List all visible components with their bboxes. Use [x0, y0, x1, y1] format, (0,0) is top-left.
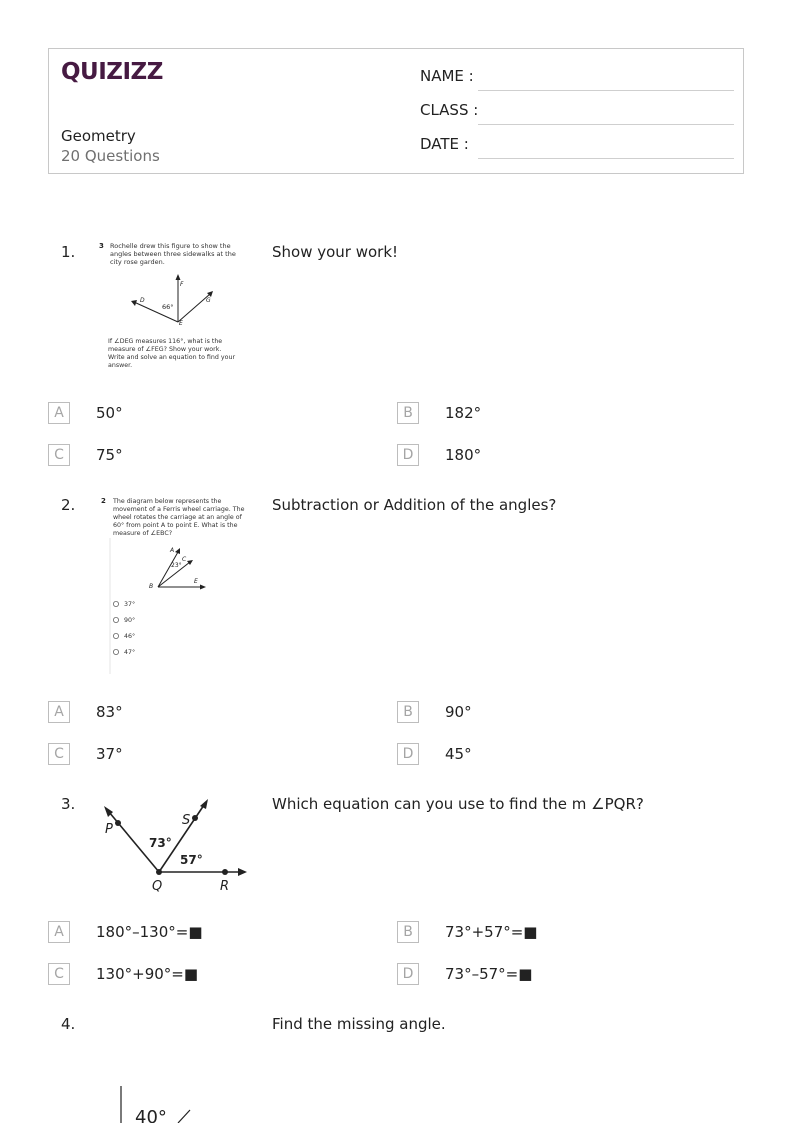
- q1-figure-question-line: If ∠DEG measures 116°, what is the: [108, 338, 223, 345]
- quizizz-logo: QUIZIZZ: [61, 59, 163, 85]
- label-a: A: [170, 547, 175, 554]
- label-p: P: [105, 822, 113, 837]
- question-2-number: 2.: [61, 496, 76, 514]
- angle-label-57: 57°: [180, 853, 203, 867]
- q1-figure-item-number: 3: [99, 242, 104, 250]
- label-e: E: [179, 320, 183, 327]
- option-text: 83°: [96, 703, 123, 721]
- q2-figure-item-number: 2: [101, 497, 106, 505]
- worksheet-title: Geometry: [61, 127, 136, 145]
- q1-figure-question-line: answer.: [108, 362, 133, 369]
- q2-option-a[interactable]: [48, 701, 348, 727]
- question-1-number: 1.: [61, 243, 76, 261]
- q2-figure-prompt-line: The diagram below represents the: [113, 498, 222, 505]
- arrow-head: [200, 799, 208, 809]
- q2-option-c[interactable]: [48, 743, 348, 769]
- point-r: [222, 869, 228, 875]
- option-text: 182°: [445, 404, 482, 422]
- option-letter-box: D: [397, 963, 419, 985]
- option-text: 180°: [445, 446, 482, 464]
- option-letter-box: C: [48, 963, 70, 985]
- name-line[interactable]: [478, 90, 734, 91]
- question-4-text: Find the missing angle.: [272, 1015, 446, 1033]
- angle-label: 66°: [162, 303, 174, 311]
- q1-option-c[interactable]: [48, 444, 348, 470]
- option-text: 130°+90°=■: [96, 965, 199, 983]
- question-1-text: Show your work!: [272, 243, 399, 261]
- option-text: 37°: [96, 745, 123, 763]
- q2-figure-prompt-line: measure of ∠EBC?: [113, 530, 173, 537]
- option-letter-box: B: [397, 921, 419, 943]
- question-2-text: Subtraction or Addition of the angles?: [272, 496, 557, 514]
- option-letter-box: B: [397, 402, 419, 424]
- q2-figure-choice: 90°: [124, 617, 136, 624]
- angle-label: 23°: [171, 562, 182, 569]
- q1-figure-prompt-line: angles between three sidewalks at the: [110, 250, 236, 258]
- angle-label-40: 40°: [135, 1107, 167, 1123]
- option-text: 180°–130°=■: [96, 923, 203, 941]
- q1-figure-question-line: Write and solve an equation to find your: [108, 354, 236, 361]
- label-q: Q: [152, 879, 163, 894]
- point-p: [115, 820, 121, 826]
- label-s: S: [182, 813, 191, 828]
- label-c: C: [182, 556, 187, 563]
- q3-option-a[interactable]: [48, 921, 348, 947]
- class-label: CLASS :: [420, 101, 479, 119]
- option-letter-box: D: [397, 743, 419, 765]
- q1-figure-question-line: measure of ∠FEG? Show your work.: [108, 346, 222, 353]
- option-letter-box: B: [397, 701, 419, 723]
- question-2-figure: [96, 494, 258, 674]
- q2-figure-prompt-line: 60° from point A to point E. What is the: [113, 522, 238, 529]
- choice-bubble: [113, 617, 118, 622]
- worksheet-header: [48, 48, 744, 174]
- arrow-head: [176, 274, 181, 280]
- option-text: 73°–57°=■: [445, 965, 533, 983]
- arrow-head: [200, 585, 206, 590]
- angle-label-73: 73°: [149, 836, 172, 850]
- choice-bubble: [113, 649, 118, 654]
- option-letter-box: C: [48, 444, 70, 466]
- date-line[interactable]: [478, 158, 734, 159]
- q3-option-b[interactable]: [397, 921, 697, 947]
- q1-option-d[interactable]: [397, 444, 697, 470]
- date-label: DATE :: [420, 135, 469, 153]
- question-4-number: 4.: [61, 1015, 76, 1033]
- label-f: F: [180, 281, 184, 288]
- question-count: 20 Questions: [61, 147, 160, 165]
- label-b: B: [149, 583, 154, 590]
- q2-figure-choice: 37°: [124, 601, 136, 608]
- option-text: 50°: [96, 404, 123, 422]
- option-text: 90°: [445, 703, 472, 721]
- q3-option-c[interactable]: [48, 963, 348, 989]
- q1-figure-prompt-line: city rose garden.: [110, 258, 165, 266]
- question-1-figure: [96, 240, 256, 372]
- q3-option-d[interactable]: [397, 963, 697, 989]
- point-q: [156, 869, 162, 875]
- q1-option-a[interactable]: [48, 402, 348, 428]
- q2-figure-prompt-line: movement of a Ferris wheel carriage. The: [113, 506, 245, 513]
- slanted-ray: [178, 1110, 190, 1123]
- option-text: 75°: [96, 446, 123, 464]
- option-letter-box: A: [48, 701, 70, 723]
- arrow-head: [238, 868, 247, 876]
- q1-figure-prompt-line: Rochelle drew this figure to show the: [110, 242, 231, 250]
- choice-bubble: [113, 633, 118, 638]
- option-text: 73°+57°=■: [445, 923, 538, 941]
- label-r: R: [220, 879, 230, 894]
- option-letter-box: C: [48, 743, 70, 765]
- question-4-figure: [110, 1082, 210, 1123]
- option-letter-box: A: [48, 402, 70, 424]
- point-s: [192, 815, 198, 821]
- q2-figure-choice: 47°: [124, 649, 136, 656]
- question-3-figure: [96, 795, 256, 895]
- question-3-number: 3.: [61, 795, 76, 813]
- q1-option-b[interactable]: [397, 402, 697, 428]
- class-line[interactable]: [478, 124, 734, 125]
- label-d: D: [140, 297, 145, 304]
- date-field[interactable]: [420, 135, 734, 159]
- q2-figure-prompt-line: wheel rotates the carriage at an angle of: [113, 514, 242, 521]
- name-label: NAME :: [420, 67, 474, 85]
- q2-option-d[interactable]: [397, 743, 697, 769]
- class-field[interactable]: [420, 101, 734, 125]
- name-field[interactable]: [420, 67, 734, 91]
- question-3-text: Which equation can you use to find the m ∠PQR?: [272, 795, 644, 813]
- q2-option-b[interactable]: [397, 701, 697, 727]
- q2-figure-choice: 46°: [124, 633, 136, 640]
- option-text: 45°: [445, 745, 472, 763]
- choice-bubble: [113, 601, 118, 606]
- ray-ba: [158, 552, 178, 587]
- option-letter-box: A: [48, 921, 70, 943]
- label-e: E: [194, 578, 198, 585]
- label-g: G: [206, 297, 211, 304]
- option-letter-box: D: [397, 444, 419, 466]
